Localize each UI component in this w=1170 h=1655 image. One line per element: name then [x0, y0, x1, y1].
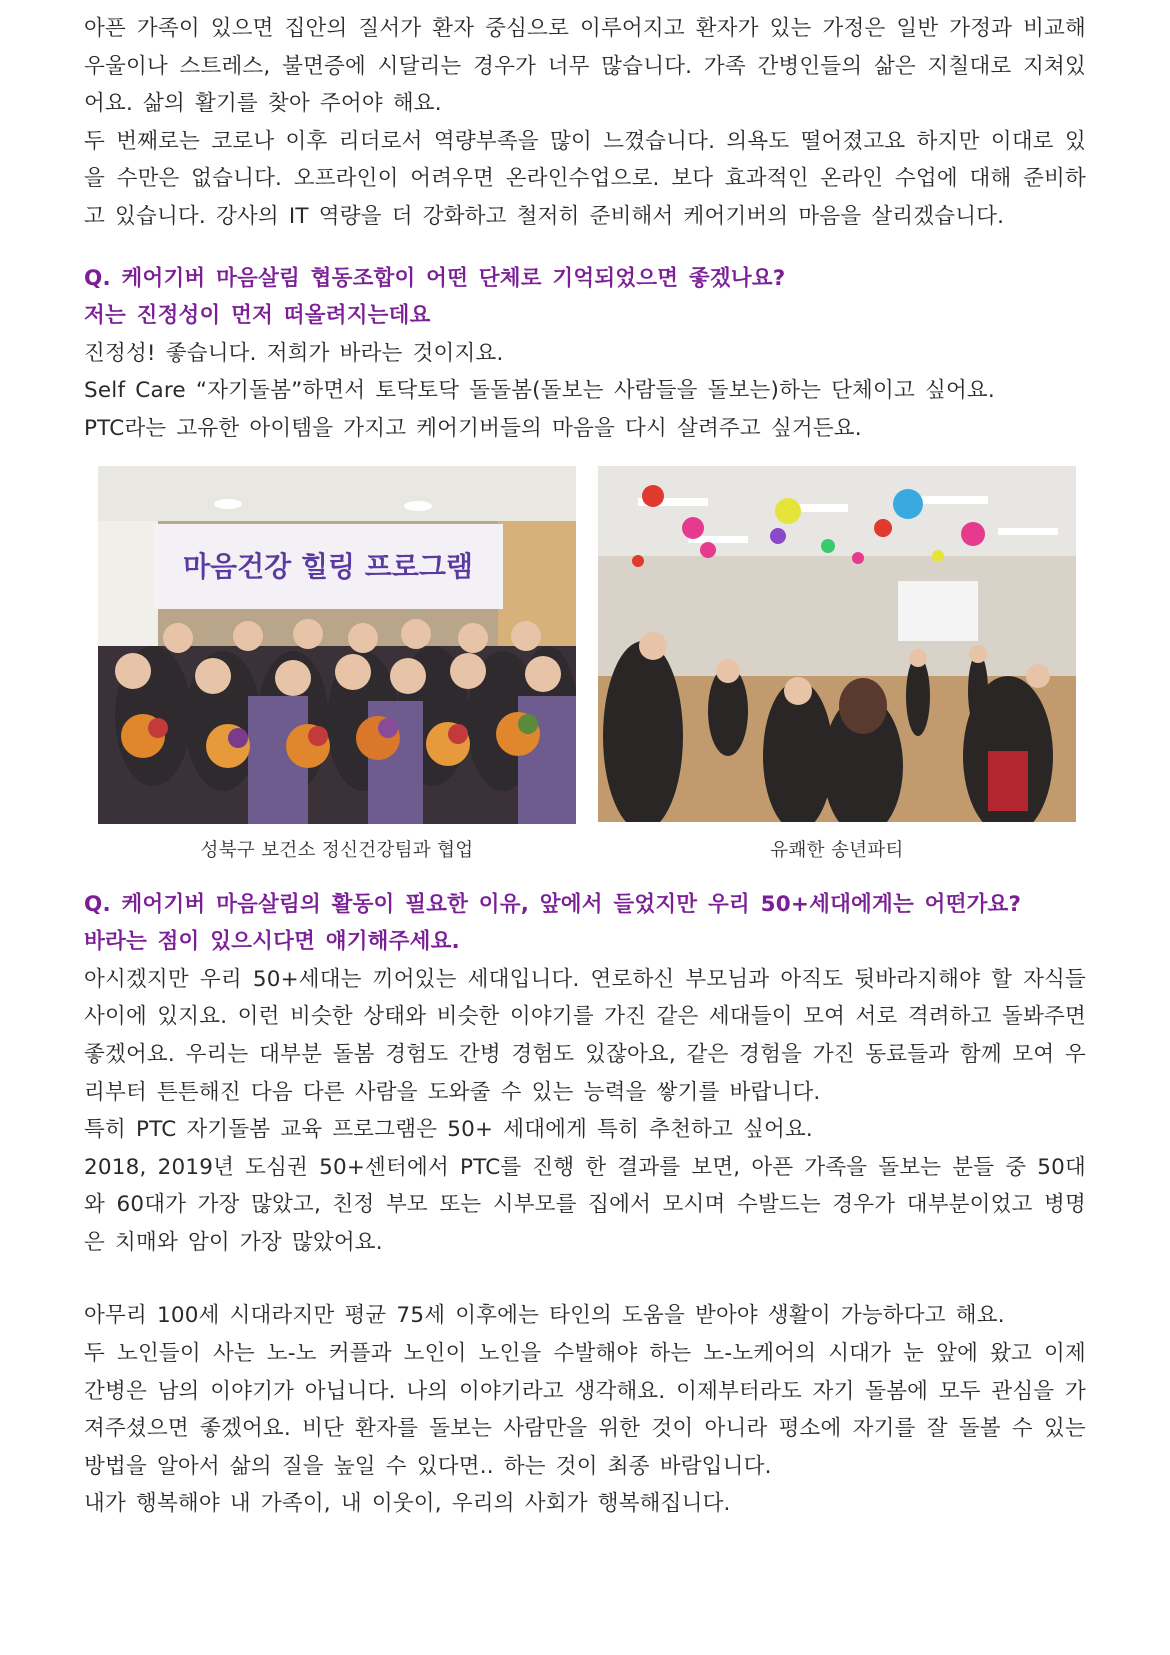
healing-banner-text: 마음건강 힐링 프로그램 [183, 549, 473, 583]
answer-line: Self Care “자기돌봄”하면서 토닥토닥 돌돌봄(돌보는 사람들을 돌보는)하는 단체이고 싶어요. [84, 378, 995, 404]
question-line: Q. 케어기버 마음살림의 활동이 필요한 이유, 앞에서 들었지만 우리 50+세대에게는 어떤가요? [84, 891, 1022, 917]
year-end-party-photo [598, 466, 1076, 822]
answer-line: 진정성! 좋습니다. 저희가 바라는 것이지요. [84, 340, 504, 366]
photo-row [84, 466, 1086, 886]
interview-page [84, 10, 1086, 1523]
answer-paragraph: 2018, 2019년 도심권 50+센터에서 PTC를 진행 한 결과를 보면, 아픈 가족을 돌보는 분들 중 50대와 60대가 가장 많았고, 친정 부모 또는 시부모를 집에서 모시며 수발드는 경우가 대부분이었고 병명은 치매와 암이 가장 많았어요. [84, 1154, 1086, 1255]
intro-paragraph: 두 번째로는 코로나 이후 리더로서 역량부족을 많이 느꼈습니다. 의욕도 떨어졌고요 하지만 이대로 있을 수만은 없습니다. 오프라인이 어려우면 온라인수업으로. 보다 효과적인 온라인 수업에 대해 준비하고 있습니다. 강사의 IT 역량을 더 강화하고 철저히 준비해서 케어기버의 마음을 살리겠습니다. [84, 128, 1086, 229]
closing-paragraph: 아무리 100세 시대라지만 평균 75세 이후에는 타인의 도움을 받아야 생활이 가능하다고 해요. [84, 1303, 1005, 1329]
answer-paragraph: 아시겠지만 우리 50+세대는 끼어있는 세대입니다. 연로하신 부모님과 아직도 뒷바라지해야 할 자식들 사이에 있지요. 이런 비슷한 상태와 비슷한 이야기를 가진 같은 세대들이 모여 서로 격려하고 돌봐주면 좋겠어요. 우리는 대부분 돌봄 경험도 간병 경험도 있잖아요, 같은 경험을 가진 동료들과 함께 모여 우리부터 튼튼해진 다음 다른 사람을 도와줄 수 있는 능력을 쌓기를 바랍니다. [84, 966, 1086, 1105]
intro-paragraph: 아픈 가족이 있으면 집안의 질서가 환자 중심으로 이루어지고 환자가 있는 가정은 일반 가정과 비교해 우울이나 스트레스, 불면증에 시달리는 경우가 너무 많습니다. 가족 간병인들의 삶은 지칠대로 지쳐있어요. 삶의 활기를 찾아 주어야 해요. [84, 16, 1086, 117]
question-line: 바라는 점이 있으시다면 얘기해주세요. [84, 929, 460, 955]
question-line: Q. 케어기버 마음살림 협동조합이 어떤 단체로 기억되었으면 좋겠나요? [84, 265, 786, 291]
closing-paragraph: 내가 행복해야 내 가족이, 내 이웃이, 우리의 사회가 행복해집니다. [84, 1491, 731, 1517]
photo-caption: 성북구 보건소 정신건강팀과 협업 [200, 839, 474, 861]
closing-paragraph: 두 노인들이 사는 노-노 커플과 노인이 노인을 수발해야 하는 노-노케어의 시대가 눈 앞에 왔고 이제 간병은 남의 이야기가 아닙니다. 나의 이야기라고 생각해요. 이제부터라도 자기 돌봄에 모두 관심을 가져주셨으면 좋겠어요. 비단 환자를 돌보는 사람만을 위한 것이 아니라 평소에 자기를 잘 돌볼 수 있는 방법을 알아서 삶의 질을 높일 수 있다면.. 하는 것이 최종 바람입니다. [84, 1341, 1086, 1479]
answer-paragraph: 특히 PTC 자기돌봄 교육 프로그램은 50+ 세대에게 특히 추천하고 싶어요. [84, 1117, 813, 1143]
photo-caption: 유쾌한 송년파티 [770, 839, 904, 861]
answer-line: PTC라는 고유한 아이템을 가지고 케어기버들의 마음을 다시 살려주고 싶거든요. [84, 415, 862, 441]
healing-program-photo [98, 466, 576, 824]
question-line: 저는 진정성이 먼저 떠올려지는데요 [84, 303, 431, 329]
